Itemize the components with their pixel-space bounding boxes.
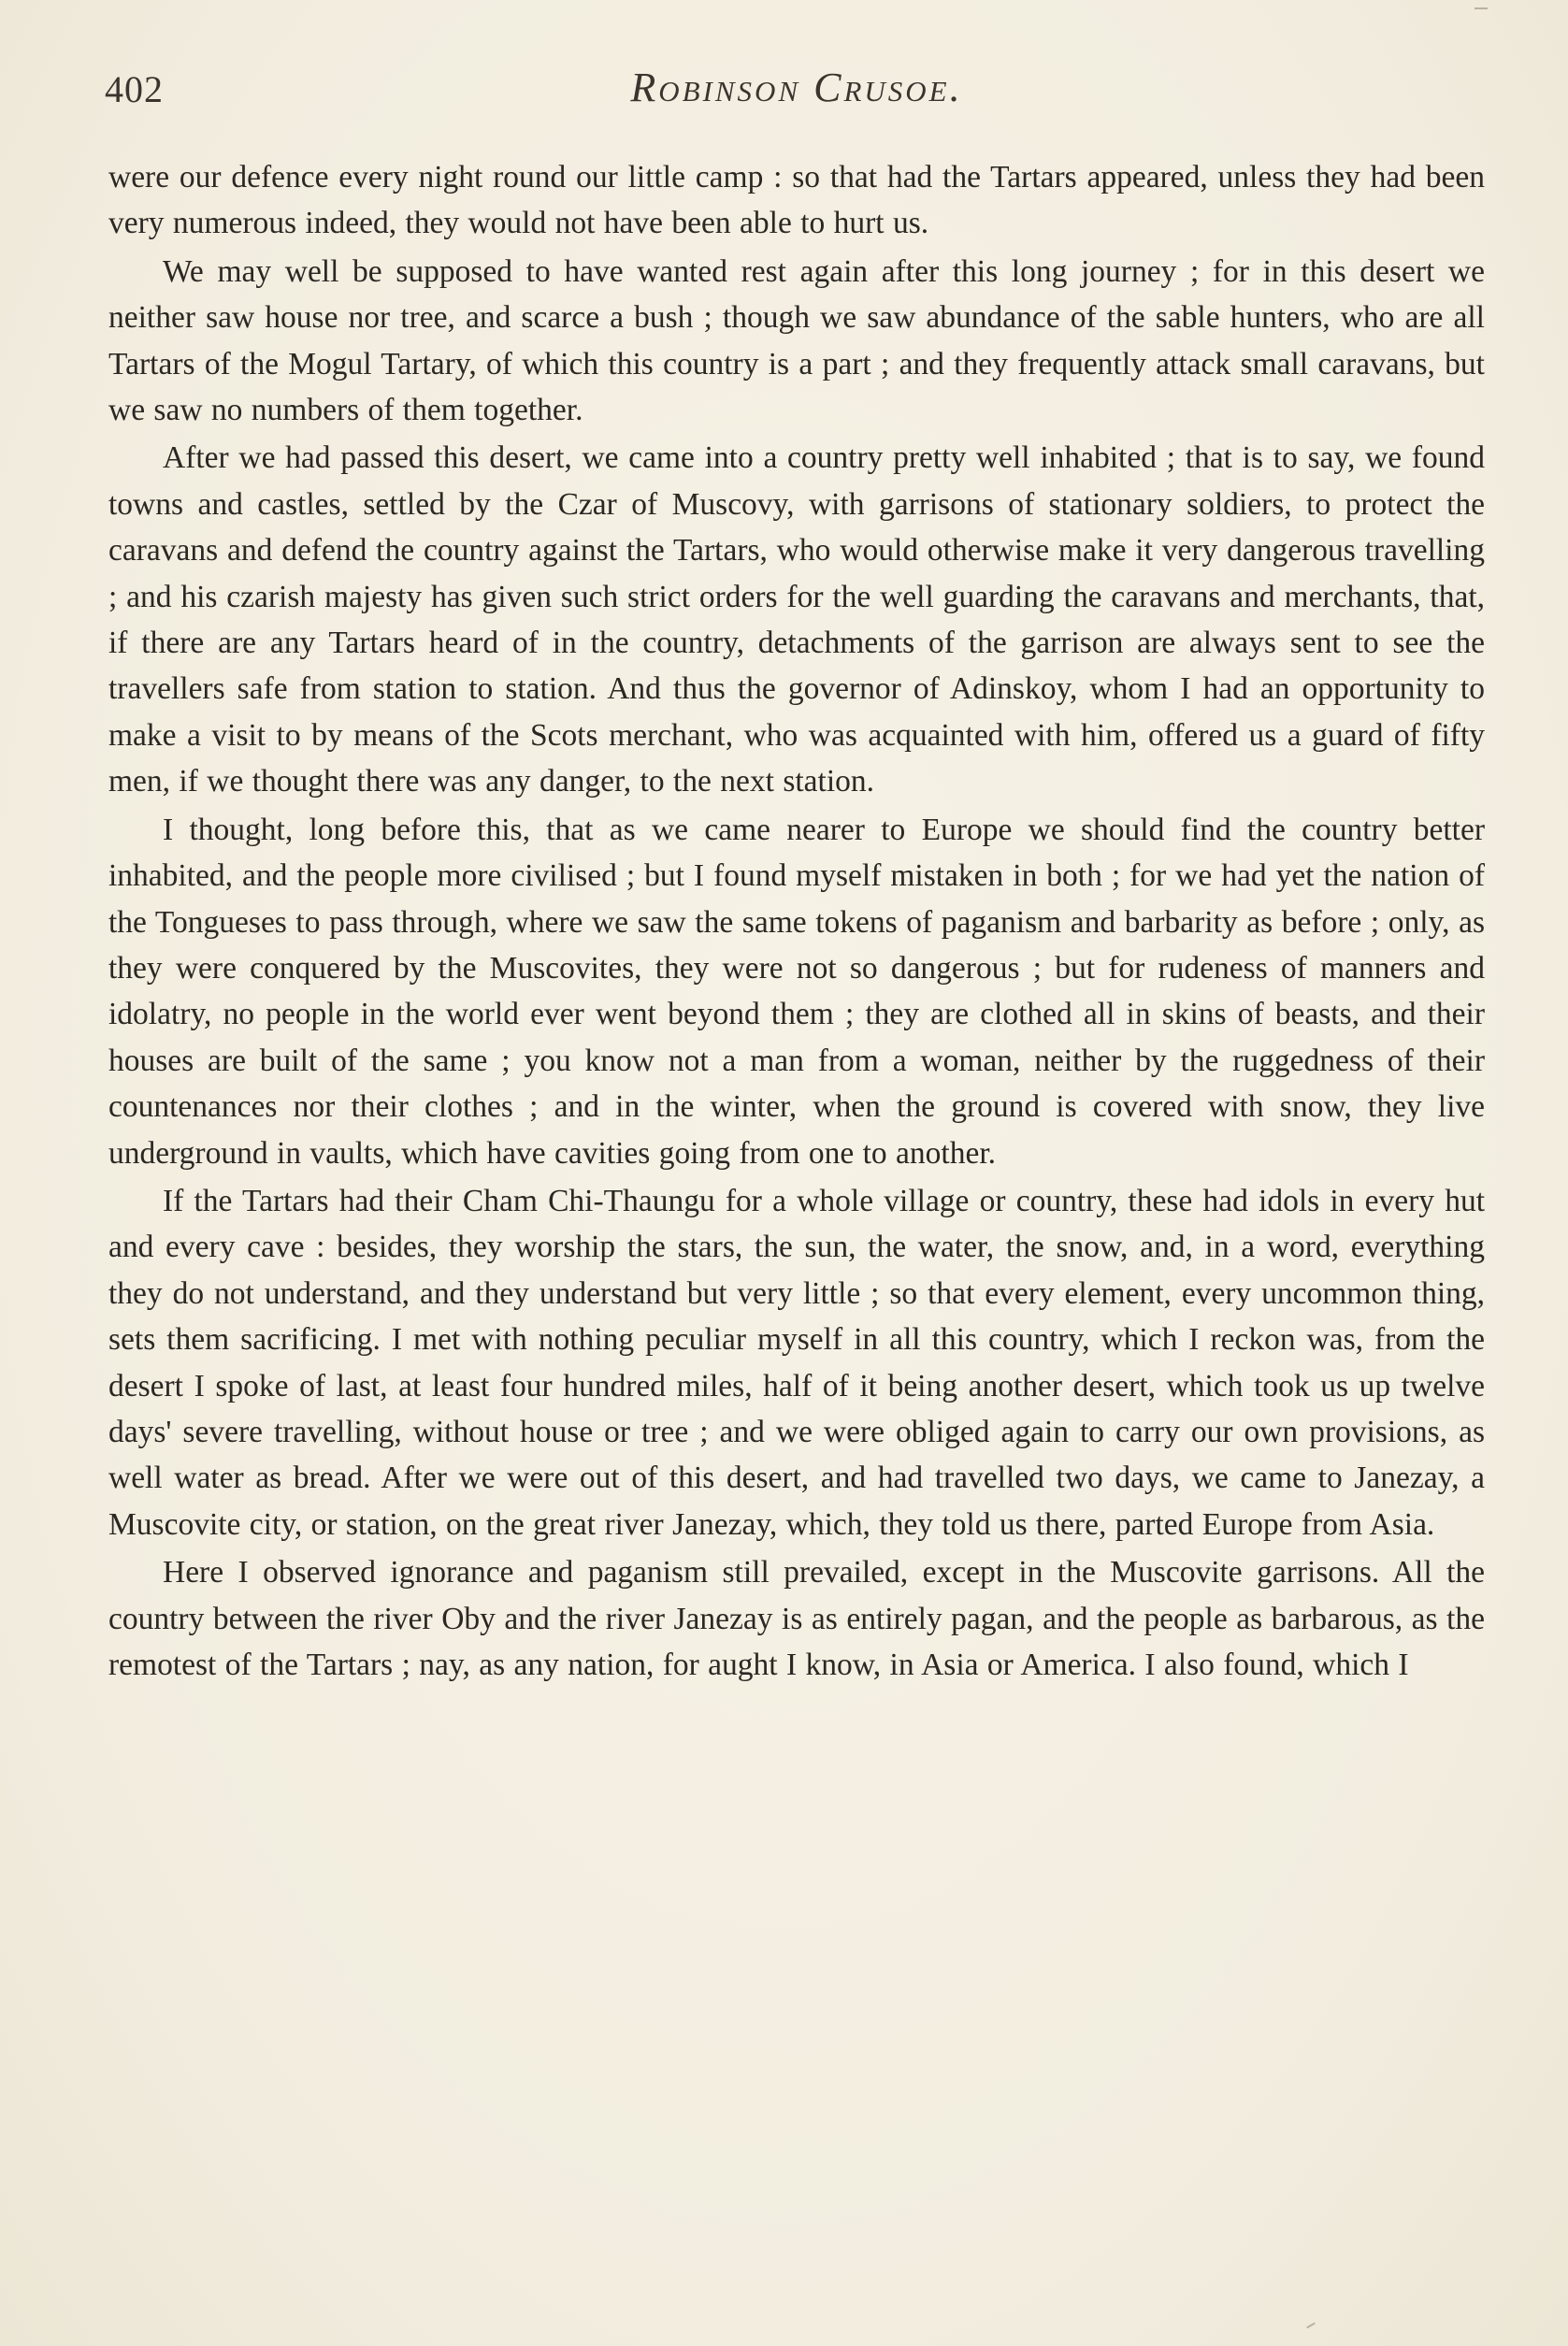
margin-mark: [1474, 7, 1488, 9]
paragraph: I thought, long before this, that as we came nearer to Europe we should find the country better inhabited, and the people more civilised ; but I found myself mistaken in both ; for we had yet the nation of the Tongueses to pass through, where we saw the same tokens of paganism and barbarity as before ; only, as they were conquered by the Muscovites, they were not so dangerous ; but for rudeness of manners and idolatry, no people in the world ever went beyond them ; they are clothed all in skins of beasts, and their houses are built of the same ; you know not a man from a woman, neither by the ruggedness of their countenances nor their clothes ; and in the winter, when the ground is covered with snow, they live underground in vaults, which have cavities going from one to another.: [108, 812, 1485, 1171]
page-number: 402: [105, 68, 164, 110]
paragraph: If the Tartars had their Cham Chi-Thaungu for a whole village or country, these had idols in every hut and every cave : besides, they worship the stars, the sun, the water, the snow, and, in a word, everything they do not understand, and they understand but very little ; so that every element, every uncommon thing, sets them sacrificing. I met with nothing peculiar myself in all this country, which I reckon was, from the desert I spoke of last, at least four hundred miles, half of it being another desert, which took us up twelve days' severe travelling, without house or tree ; and we were obliged again to carry our own provisions, as well water as bread. After we were out of this desert, and had travelled two days, we came to Janezay, a Muscovite city, or station, on the great river Janezay, which, they told us there, parted Europe from Asia.: [108, 1183, 1485, 1542]
paragraph: Here I observed ignorance and paganism still prevailed, except in the Muscovite garrisons. All the country between the river Oby and the river Janezay is as entirely pagan, and the people as barbarous, as the remotest of the Tartars ; nay, as any nation, for aught I know, in Asia or America. I also found, which I: [108, 1555, 1485, 1682]
margin-mark: [1306, 2323, 1316, 2329]
paragraph: After we had passed this desert, we came into a country pretty well inhabited ; that is to say, we found towns and castles, settled by the Czar of Muscovy, with garrisons of stationary soldiers, to protect the caravans and defend the country against the Tartars, who would otherwise make it very dangerous travelling ; and his czarish majesty has given such strict orders for the well guarding the caravans and merchants, that, if there are any Tartars heard of in the country, detachments of the garrison are always sent to see the travellers safe from station to station. And thus the governor of Adinskoy, whom I had an opportunity to make a visit to by means of the Scots merchant, who was acquainted with him, offered us a guard of fifty men, if we thought there was any danger, to the next station.: [108, 440, 1485, 799]
paragraph: were our defence every night round our little camp : so that had the Tartars appeared, unless they had been very numerous indeed, they would not have been able to hurt us.: [108, 160, 1485, 241]
running-title: Robinson Crusoe.: [630, 65, 963, 110]
body-text: [108, 154, 1485, 1690]
page-header: [105, 58, 1489, 114]
paragraph: We may well be supposed to have wanted rest again after this long journey ; for in this desert we neither saw house nor tree, and scarce a bush ; though we saw abundance of the sable hunters, who are all Tartars of the Mogul Tartary, of which this country is a part ; and they frequently attack small caravans, but we saw no numbers of them together.: [108, 253, 1485, 428]
